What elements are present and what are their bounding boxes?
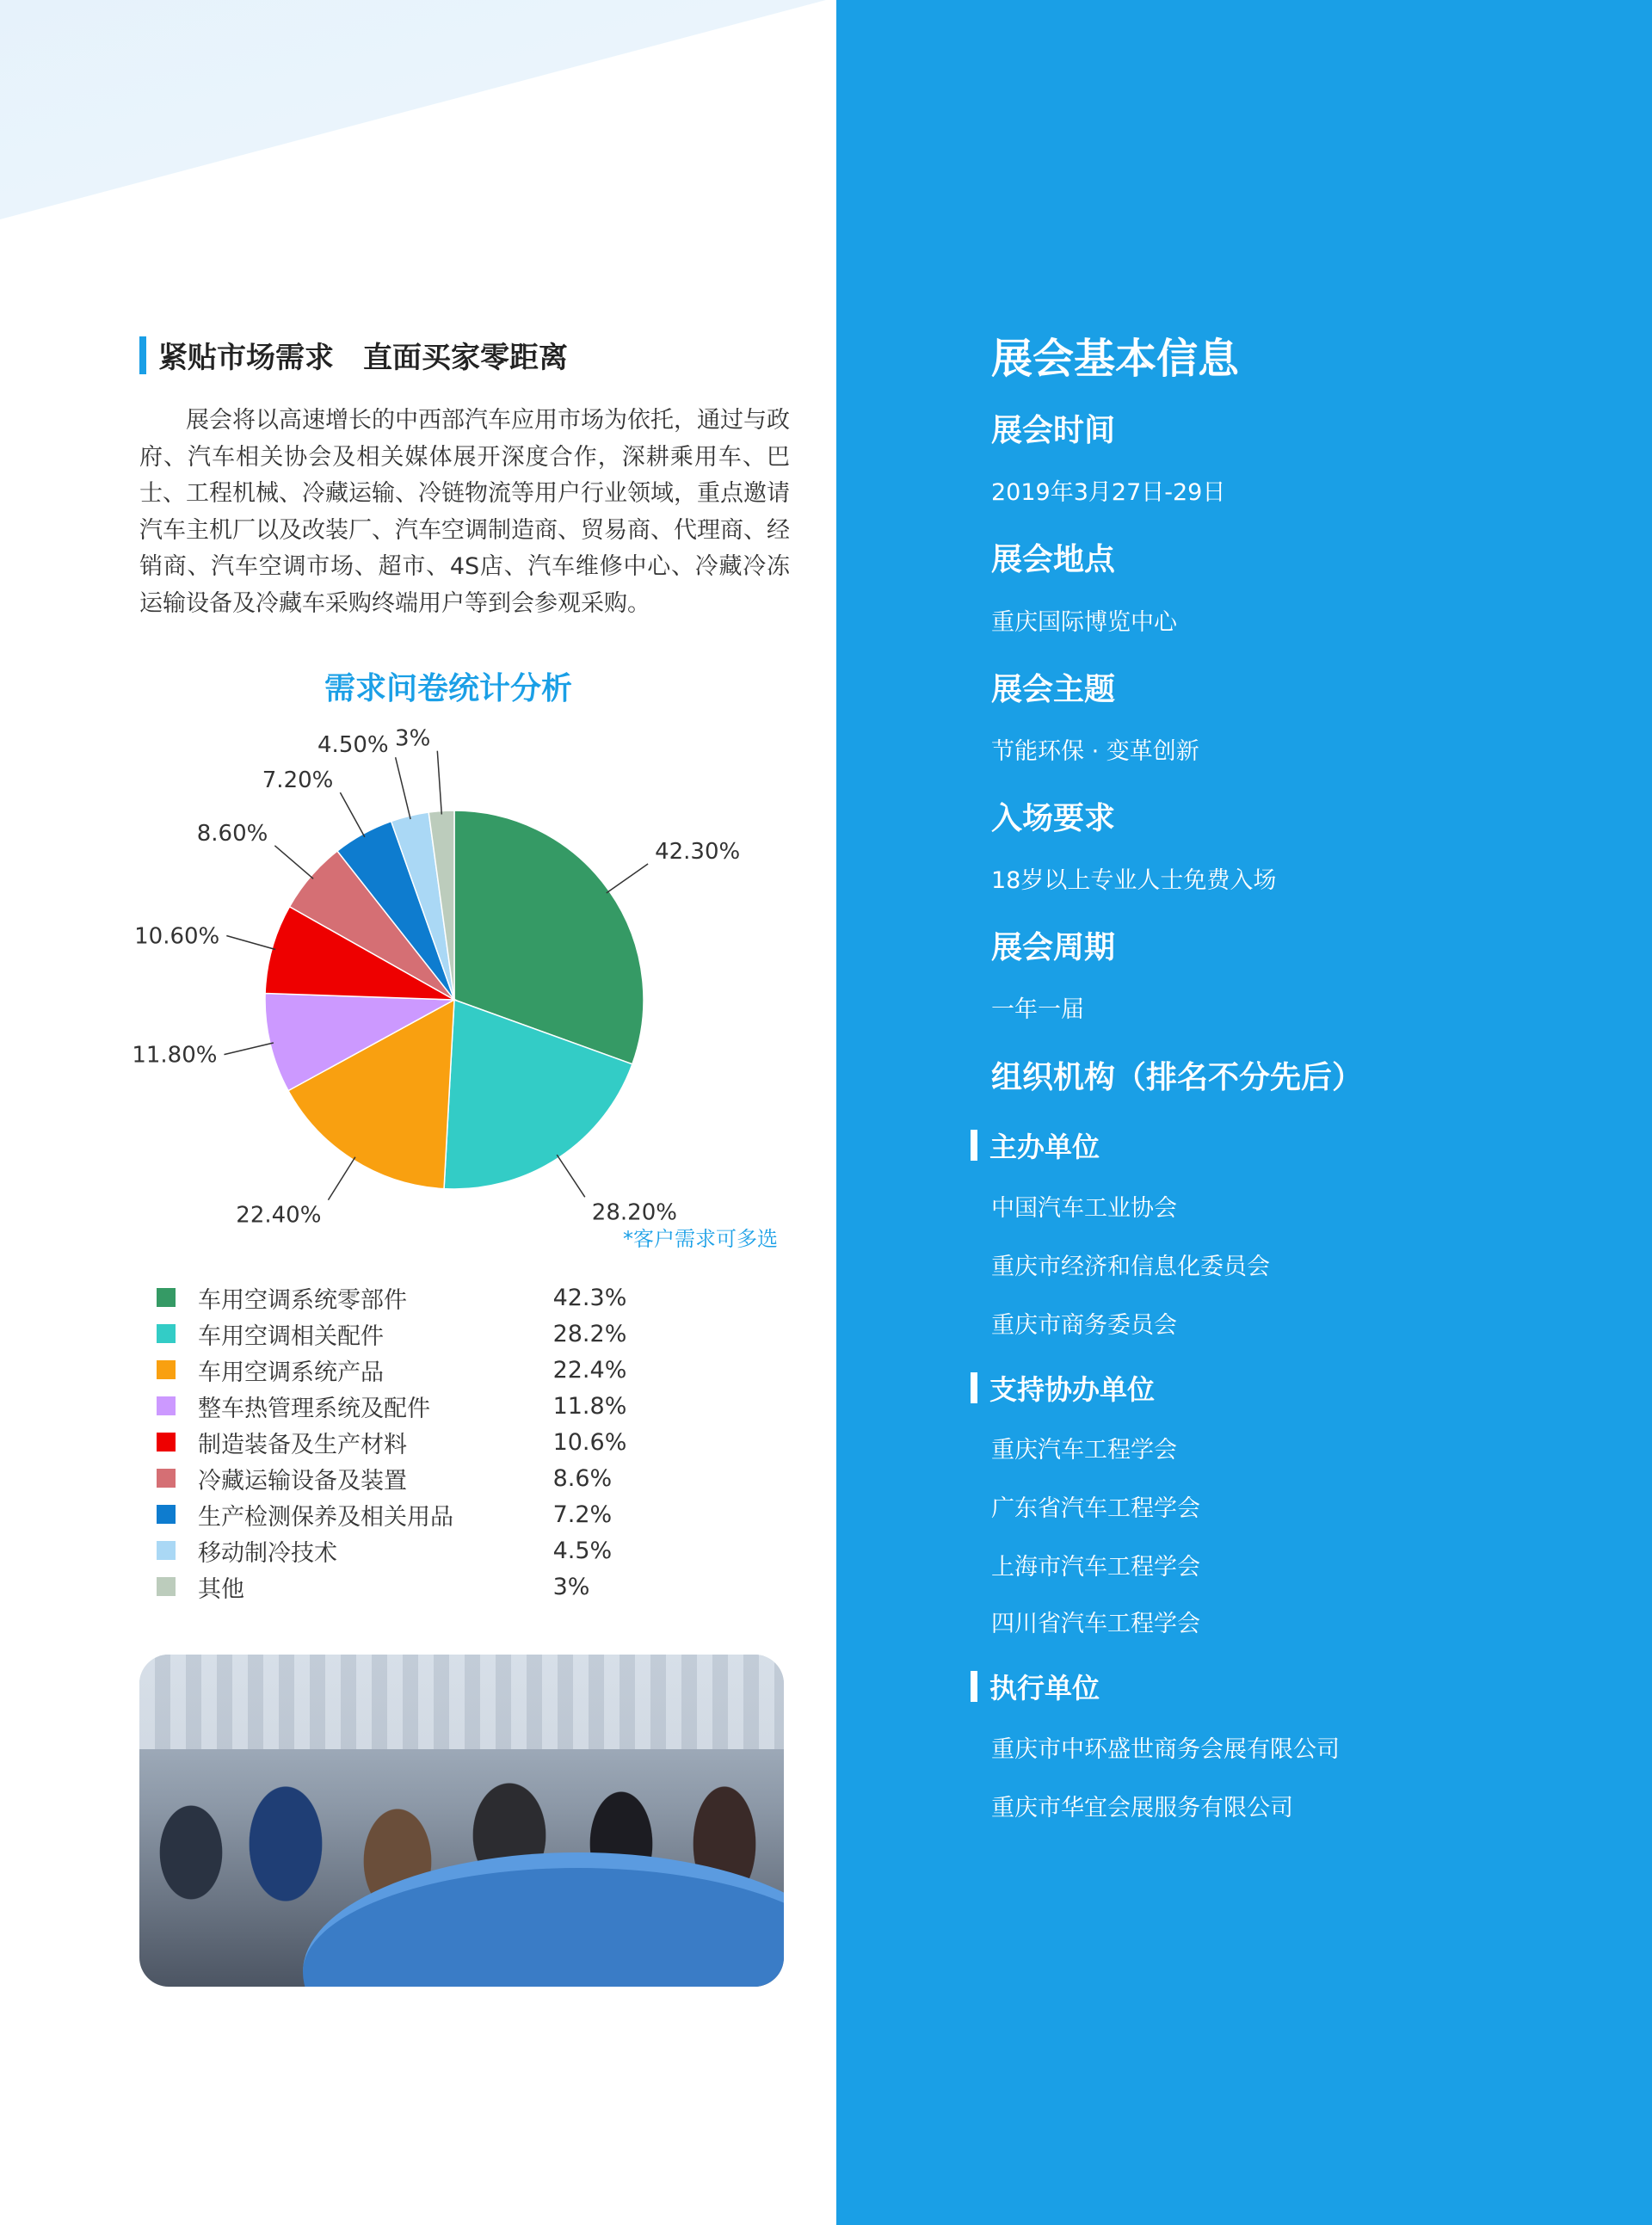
- org-item: 重庆市中环盛世商务会展有限公司: [991, 1736, 1340, 1763]
- org-accent-bar: [971, 1372, 977, 1403]
- legend-label: 移动制冷技术: [198, 1539, 337, 1567]
- pie-data-label: 22.40%: [236, 1202, 322, 1229]
- intro-paragraph: 展会将以高速增长的中西部汽车应用市场为依托，通过与政府、汽车相关协会及相关媒体展开深度合作，深耕乘用车、巴士、工程机械、冷藏运输、冷链物流等用户行业领域，重点邀请汽车主机厂以及改装厂、汽车空调制造商、贸易商、代理商、经销商、汽车空调市场、超市、4S店、汽车维修中心、冷藏冷冻运输设备及冷藏车采购终端用户等到会参观采购。: [139, 407, 790, 617]
- legend-label: 车用空调系统产品: [198, 1359, 384, 1386]
- legend-swatch: [157, 1541, 176, 1560]
- org-item: 重庆市华宜会展服务有限公司: [991, 1795, 1293, 1821]
- pie-leader-line: [557, 1155, 585, 1197]
- legend-swatch: [157, 1396, 176, 1415]
- legend-swatch: [157, 1577, 176, 1596]
- legend-item: [157, 1569, 638, 1605]
- pie-leader-line: [607, 864, 648, 893]
- pie-chart: [112, 723, 800, 1273]
- legend-value: 8.6%: [552, 1464, 613, 1492]
- exhibition-photo: [139, 1655, 784, 1987]
- legend-item: [157, 1532, 638, 1569]
- info-panel-background: [836, 0, 1652, 2225]
- legend-label: 生产检测保养及相关用品: [198, 1503, 453, 1531]
- info-heading-admission: 入场要求: [991, 801, 1116, 836]
- legend-swatch: [157, 1288, 176, 1307]
- info-value-time: 2019年3月27日-29日: [991, 479, 1226, 506]
- info-heading-theme: 展会主题: [991, 672, 1116, 707]
- org-item: 四川省汽车工程学会: [991, 1611, 1200, 1637]
- org-accent-bar: [971, 1130, 977, 1161]
- pie-leader-line: [437, 751, 441, 815]
- legend-item: [157, 1316, 638, 1352]
- info-heading-frequency: 展会周期: [991, 930, 1116, 965]
- legend-value: 4.5%: [552, 1537, 613, 1564]
- legend-item: [157, 1388, 638, 1424]
- legend-value: 22.4%: [552, 1356, 627, 1384]
- org-title: 组织机构（排名不分先后）: [991, 1060, 1364, 1095]
- legend-label: 车用空调相关配件: [198, 1322, 384, 1350]
- legend-item: [157, 1460, 638, 1496]
- legend-item: [157, 1352, 638, 1388]
- legend-label: 其他: [198, 1575, 244, 1603]
- org-group-executor: [971, 1667, 1100, 1706]
- legend-value: 11.8%: [552, 1392, 627, 1420]
- legend-item: [157, 1279, 638, 1316]
- legend-item: [157, 1496, 638, 1532]
- section-heading: [139, 334, 568, 376]
- chart-title: 需求问卷统计分析: [324, 671, 573, 706]
- org-group-organizer: [971, 1125, 1100, 1165]
- info-heading-time: 展会时间: [991, 413, 1116, 448]
- org-item: 中国汽车工业协会: [991, 1195, 1177, 1222]
- org-group-heading: 主办单位: [989, 1131, 1100, 1163]
- org-item: 广东省汽车工程学会: [991, 1495, 1200, 1522]
- pie-data-label: 28.20%: [591, 1199, 677, 1226]
- legend-swatch: [157, 1360, 176, 1379]
- org-item: 上海市汽车工程学会: [991, 1554, 1200, 1581]
- info-title: 展会基本信息: [991, 335, 1240, 383]
- legend-value: 28.2%: [552, 1320, 627, 1347]
- legend-label: 整车热管理系统及配件: [198, 1395, 430, 1422]
- pie-leader-line: [340, 792, 364, 837]
- org-group-heading: 支持协办单位: [989, 1373, 1156, 1406]
- pie-data-label: 4.50%: [317, 732, 389, 759]
- pie-data-label: 7.20%: [262, 767, 334, 794]
- org-group-supporters: [971, 1368, 1155, 1408]
- legend-label: 车用空调系统零部件: [198, 1286, 407, 1314]
- legend-value: 3%: [552, 1573, 590, 1600]
- org-item: 重庆市商务委员会: [991, 1312, 1177, 1339]
- legend-value: 7.2%: [552, 1501, 613, 1528]
- pie-data-label: 3%: [395, 725, 431, 752]
- info-heading-venue: 展会地点: [991, 542, 1116, 577]
- org-group-heading: 执行单位: [989, 1672, 1100, 1704]
- legend-label: 制造装备及生产材料: [198, 1431, 407, 1458]
- pie-data-label: 11.80%: [132, 1042, 218, 1069]
- chart-note: *客户需求可多选: [623, 1227, 778, 1251]
- pie-leader-line: [224, 1043, 273, 1055]
- pie-leader-line: [226, 936, 275, 950]
- legend-swatch: [157, 1324, 176, 1343]
- org-item: 重庆市经济和信息化委员会: [991, 1254, 1270, 1280]
- header-decoration: [0, 0, 836, 224]
- section-title: 紧贴市场需求 直面买家零距离: [158, 341, 568, 375]
- pie-leader-line: [274, 846, 313, 878]
- info-value-theme: 节能环保 · 变革创新: [991, 738, 1199, 765]
- pie-leader-line: [396, 757, 410, 819]
- pie-data-label: 10.60%: [134, 923, 220, 950]
- info-value-admission: 18岁以上专业人士免费入场: [991, 867, 1277, 894]
- pie-data-label: 8.60%: [196, 820, 268, 847]
- legend-value: 42.3%: [552, 1284, 627, 1311]
- org-item: 重庆汽车工程学会: [991, 1437, 1177, 1464]
- legend-item: [157, 1424, 638, 1460]
- legend-value: 10.6%: [552, 1428, 627, 1456]
- pie-leader-line: [328, 1157, 354, 1200]
- legend-swatch: [157, 1469, 176, 1488]
- legend-label: 冷藏运输设备及装置: [198, 1467, 407, 1495]
- info-value-venue: 重庆国际博览中心: [991, 609, 1177, 636]
- legend-swatch: [157, 1433, 176, 1451]
- heading-accent-bar: [139, 336, 146, 374]
- org-accent-bar: [971, 1671, 977, 1702]
- info-value-frequency: 一年一届: [991, 996, 1084, 1023]
- chart-legend: [157, 1279, 638, 1605]
- legend-swatch: [157, 1505, 176, 1524]
- pie-data-label: 42.30%: [655, 839, 741, 866]
